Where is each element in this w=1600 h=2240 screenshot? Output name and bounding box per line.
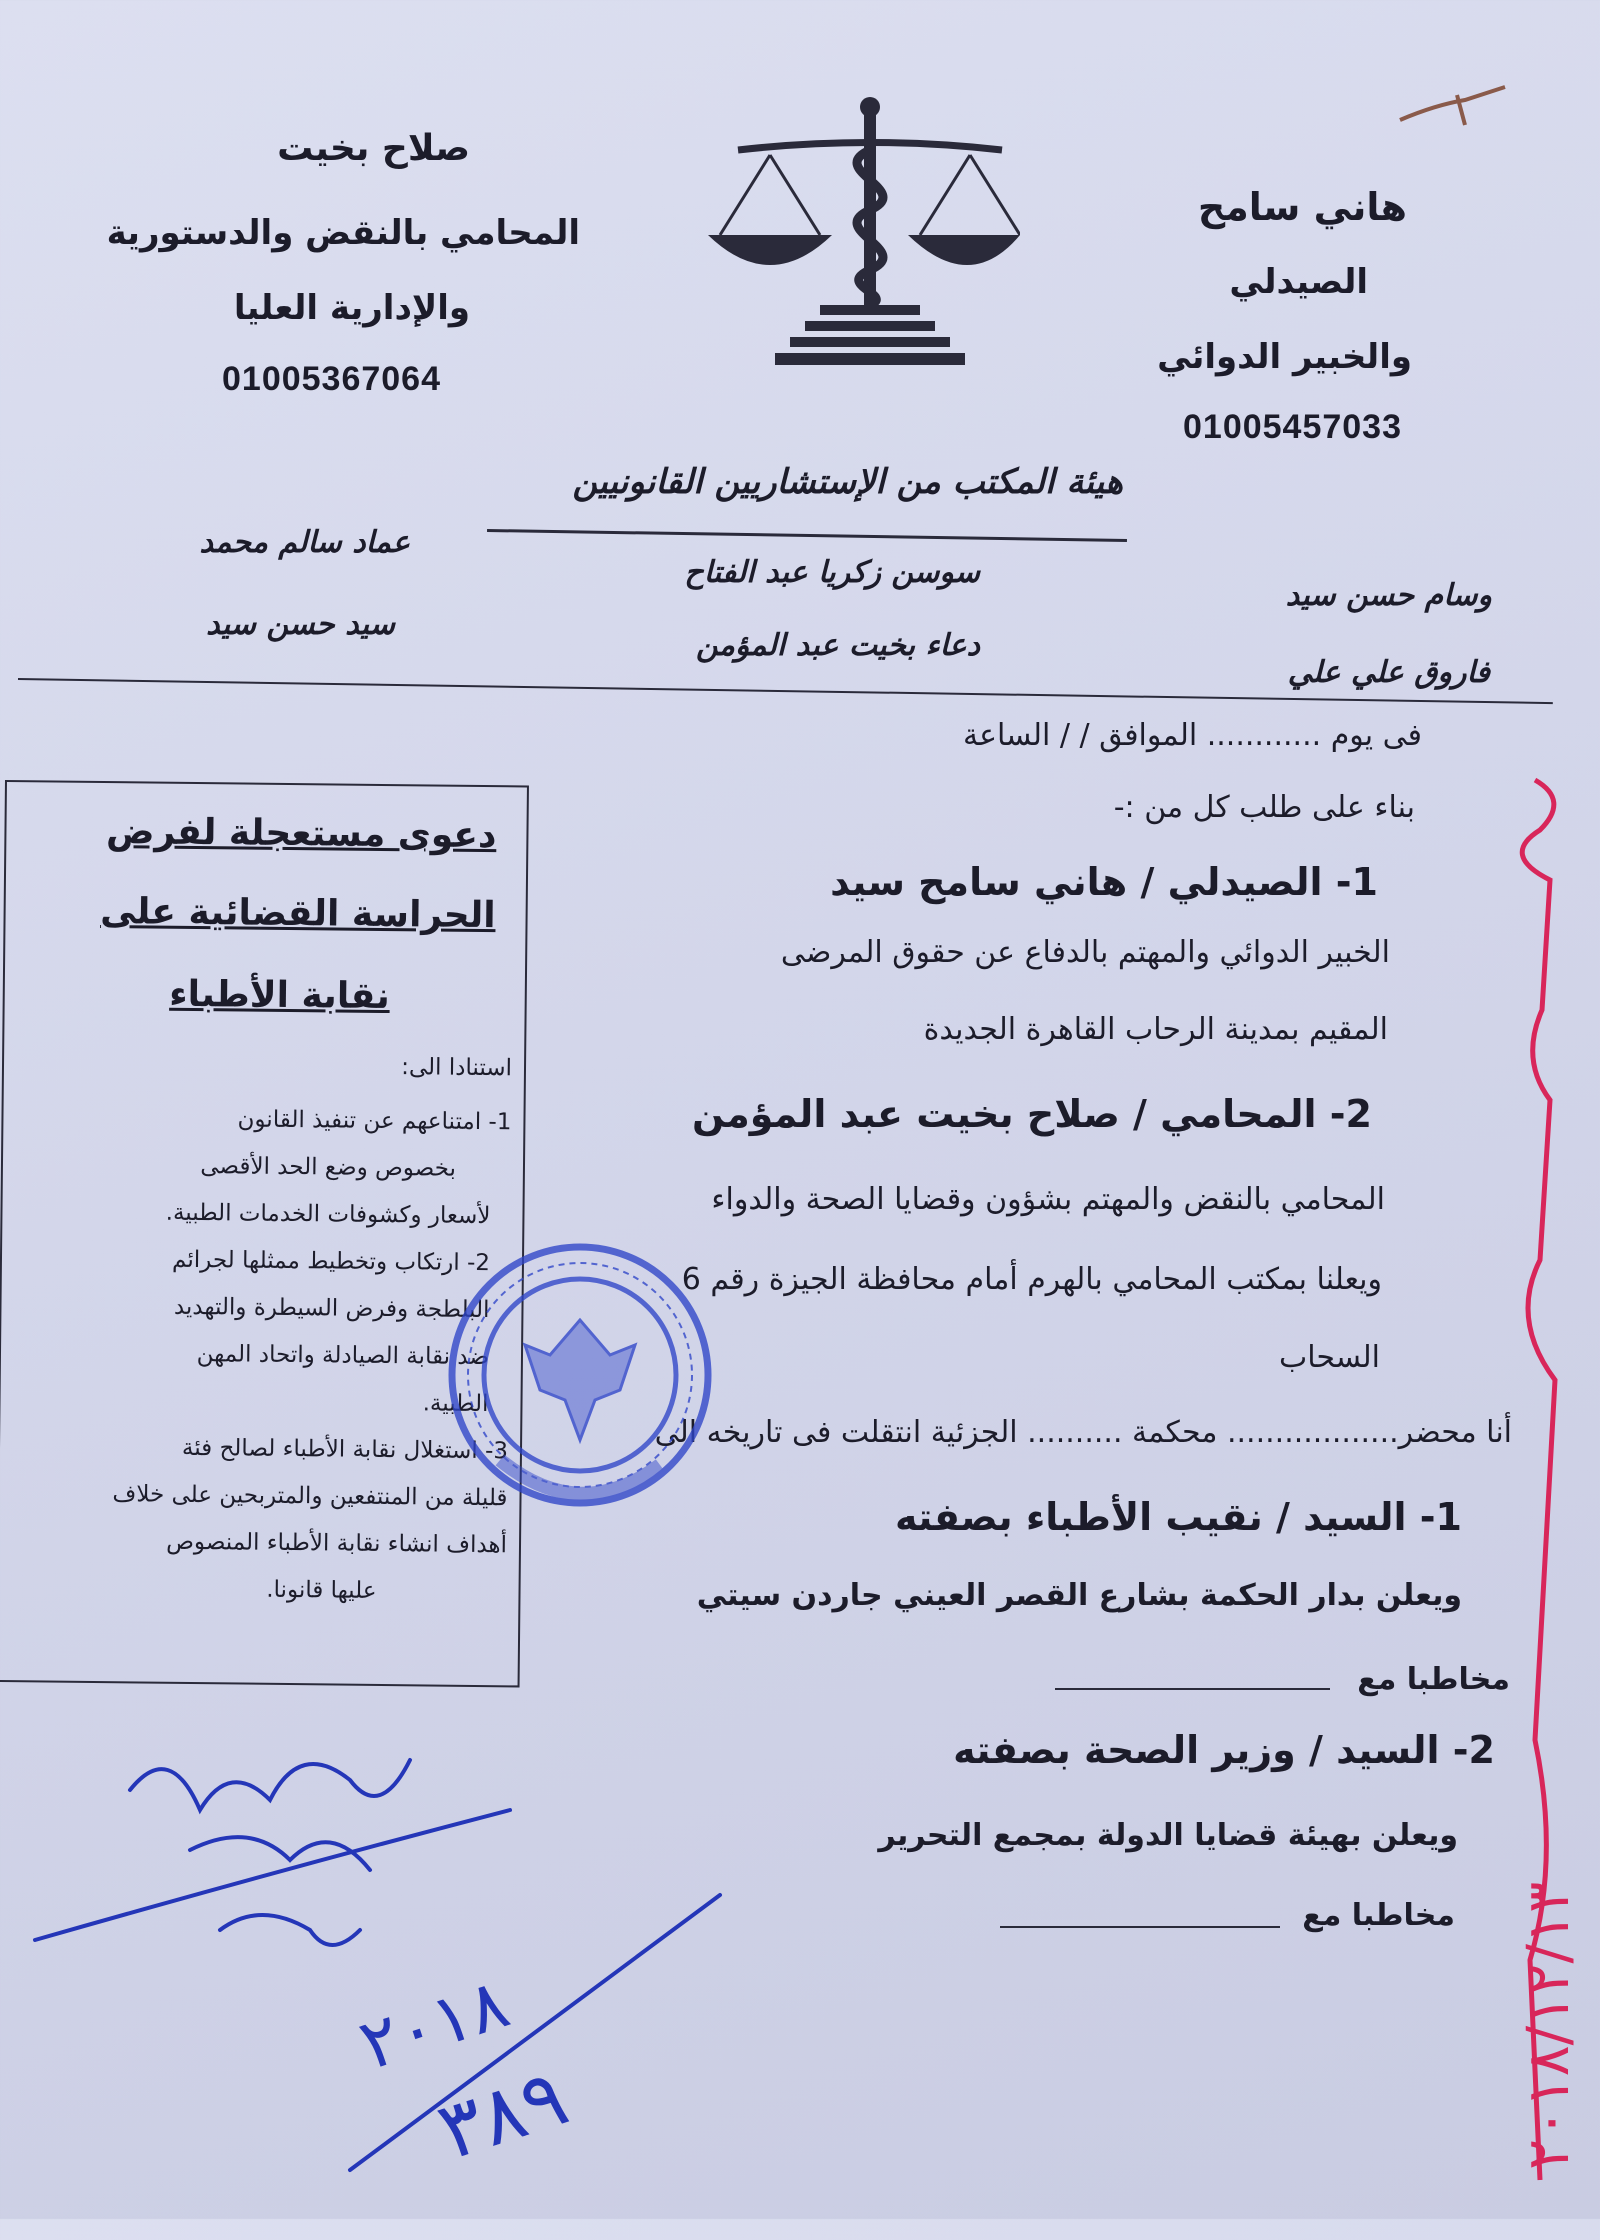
plaintiff2-address-continued: السحاب: [1279, 1340, 1380, 1375]
case-box-title-line1: دعوى مستعجلة لفرض: [105, 811, 497, 857]
lawyer-title-line1: المحامي بالنقض والدستورية: [106, 213, 580, 253]
blue-number-top: ٢٠١٨: [349, 1961, 519, 2087]
office-heading-underline: [487, 529, 1127, 542]
defendant1-name: 1- السيد / نقيب الأطباء بصفته: [895, 1495, 1462, 1539]
plaintiff1-address: المقيم بمدينة الرحاب القاهرة الجديدة: [923, 1012, 1388, 1047]
staff-center-1: سوسن زكريا عبد الفتاح: [684, 555, 980, 590]
case-box-line: البلطجة وفرض السيطرة والتهديد: [173, 1293, 490, 1324]
defendant2-addressee: مخاطبا مع: [1302, 1898, 1455, 1933]
signature-icon: [30, 1700, 750, 2240]
pharmacist-title-line2: والخبير الدوائي: [1157, 337, 1412, 377]
red-date-text: ٢٠١٨/١٢/١٣: [1514, 1881, 1582, 2170]
case-box-title-line3: نقابة الأطباء: [169, 973, 390, 1018]
request-line: بناء على طلب كل من :-: [1113, 790, 1415, 825]
defendant1-addressee: مخاطبا مع: [1357, 1662, 1510, 1697]
case-box-line: ضد نقابة الصيادلة واتحاد المهن: [196, 1341, 490, 1371]
pharmacist-phone: 01005457033: [1183, 408, 1403, 446]
staff-right-2: فاروق علي علي: [1287, 655, 1490, 690]
lawyer-name: صلاح بخيت: [277, 128, 470, 169]
defendant2-addressee-blank: [1000, 1926, 1280, 1928]
bailiff-line: أنا محضر.................. محكمة .......... الجزئية انتقلت فى تاريخه الى: [654, 1415, 1512, 1450]
staff-center-2: دعاء بخيت عبد المؤمن: [696, 628, 980, 663]
plaintiff2-address: ويعلنا بمكتب المحامي بالهرم أمام محافظة الجيزة رقم 6: [681, 1262, 1382, 1297]
defendant2-name: 2- السيد / وزير الصحة بصفته: [953, 1728, 1495, 1772]
case-box-line: الطبية.: [422, 1390, 489, 1418]
plaintiff1-desc: الخبير الدوائي والمهتم بالدفاع عن حقوق المرضى: [780, 935, 1390, 970]
office-heading: هيئة المكتب من الإستشاريين القانونيين: [572, 462, 1123, 502]
case-box-line: 2- ارتكاب وتخطيط ممثلها لجرائم: [171, 1246, 491, 1277]
scales-caduceus-icon: [700, 95, 1020, 370]
case-box-line: 3- استغلال نقابة الأطباء لصالح فئة: [181, 1434, 509, 1465]
staff-left-2: سيد حسن سيد: [206, 607, 395, 642]
handwritten-date-annotation: [1480, 760, 1600, 2200]
case-box-line: بخصوص وضع الحد الأقصى: [200, 1153, 457, 1182]
case-box-line: لأسعار وكشوفات الخدمات الطبية.: [165, 1199, 491, 1230]
defendant2-address: ويعلن بهيئة قضايا الدولة بمجمع التحرير: [878, 1818, 1458, 1853]
ink-mark-icon: [1395, 75, 1515, 145]
case-box-line: قليلة من المنتفعين والمتربحين على خلاف: [112, 1481, 508, 1512]
staff-left-1: عماد سالم محمد: [199, 525, 410, 560]
plaintiff2-name: 2- المحامي / صلاح بخيت عبد المؤمن: [692, 1092, 1372, 1136]
defendant1-address: ويعلن بدار الحكمة بشارع القصر العيني جاردن سيتي: [696, 1578, 1462, 1613]
case-box-line: أهداف انشاء نقابة الأطباء المنصوص: [166, 1528, 508, 1559]
blue-number-bottom: ٣٨٩: [427, 2049, 579, 2179]
pharmacist-name: هاني سامح: [1197, 185, 1407, 229]
official-stamp-icon: [430, 1225, 730, 1525]
staff-right-1: وسام حسن سيد: [1285, 578, 1492, 613]
lawyer-phone: 01005367064: [222, 360, 442, 398]
pharmacist-title-line1: الصيدلي: [1229, 262, 1368, 302]
case-box-line: 1- امتناعهم عن تنفيذ القانون: [237, 1106, 512, 1136]
case-box-intro: استنادا الى:: [401, 1054, 513, 1082]
case-box-title-line2: الحراسة القضائية على: [100, 891, 496, 937]
plaintiff2-desc: المحامي بالنقض والمهتم بشؤون وقضايا الصحة والدواء: [711, 1182, 1385, 1217]
lawyer-title-line2: والإدارية العليا: [233, 288, 470, 328]
defendant1-addressee-blank: [1055, 1688, 1330, 1690]
date-line: فى يوم ............ الموافق / / الساعة: [962, 718, 1422, 753]
plaintiff1-name: 1- الصيدلي / هاني سامح سيد: [830, 860, 1378, 904]
case-box-line: عليها قانونا.: [266, 1576, 377, 1604]
